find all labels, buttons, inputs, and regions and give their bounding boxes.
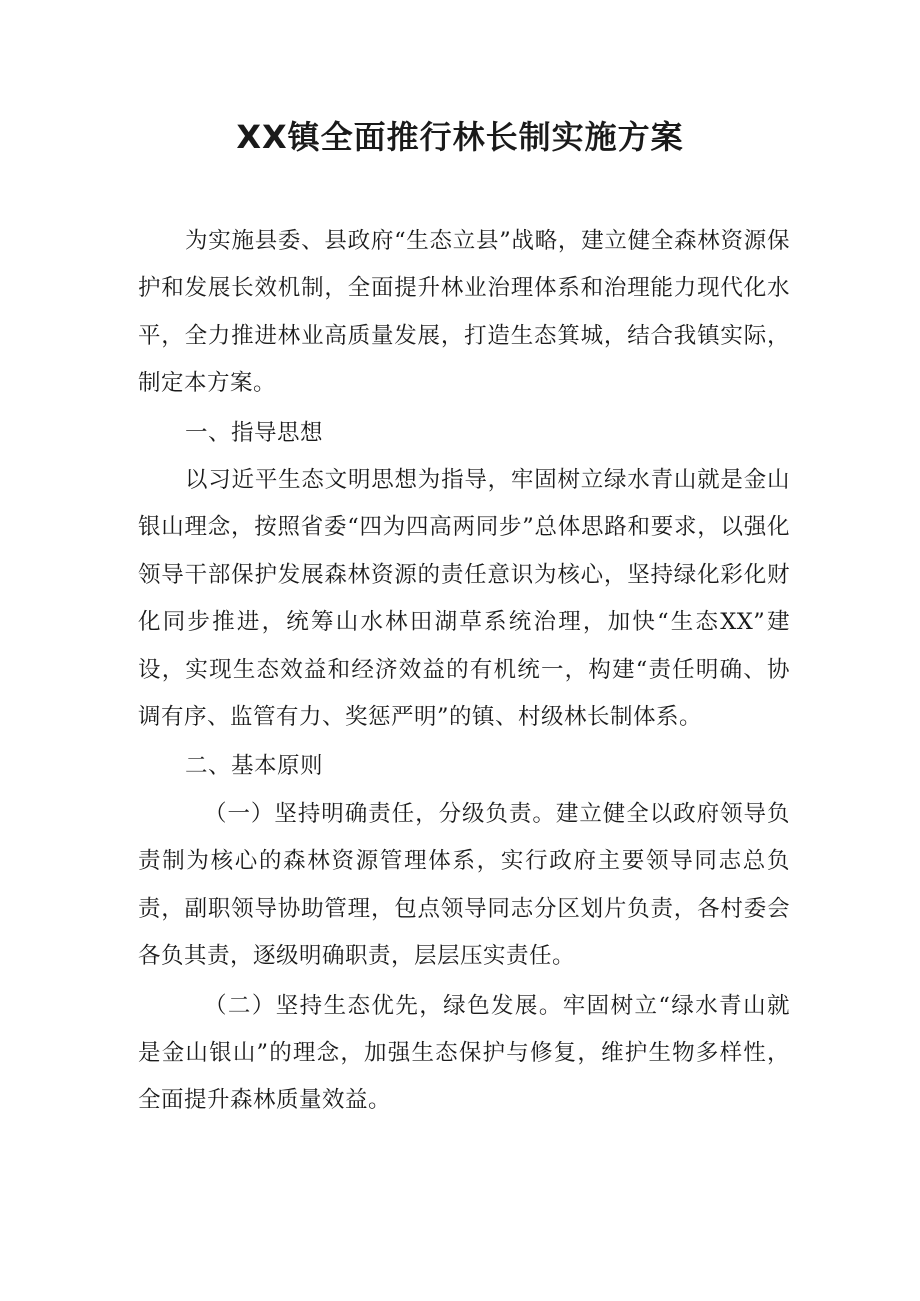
guiding-ideology-paragraph: 以习近平生态文明思想为指导，牢固树立绿水青山就是金山银山理念，按照省委“四为四高两同步”总体思路和要求，以强化领导干部保护发展森林资源的责任意识为核心，坚持绿化彩化财化同步推进，统筹山水林田湖草系统治理，加快“生态XX”建设，实现生态效益和经济效益的有机统一，构建“责任明确、协调有序、监管有力、奖惩严明”的镇、村级林长制体系。 [138,467,790,731]
principle-paragraph-1: （一）坚持明确责任，分级负责。建立健全以政府领导负责制为核心的森林资源管理体系，实行政府主要领导同志总负责，副职领导协助管理，包点领导同志分区划片负责，各村委会各负其责，逐级明确职责，层层压实责任。 [138,800,790,970]
section-heading-basic-principles: 二、基本原则 [185,753,324,780]
intro-paragraph: 为实施县委、县政府“生态立县”战略，建立健全森林资源保护和发展长效机制，全面提升林业治理体系和治理能力现代化水平，全力推进林业高质量发展，打造生态箕城，结合我镇实际，制定本方案。 [138,228,790,397]
document-title: XX镇全面推行林长制实施方案 [236,118,684,156]
document-body [138,218,790,1125]
section-heading-guiding-ideology: 一、指导思想 [185,419,324,446]
principle-paragraph-2: （二）坚持生态优先，绿色发展。牢固树立“绿水青山就是金山银山”的理念，加强生态保护与修复，维护生物多样性，全面提升森林质量效益。 [138,992,790,1114]
